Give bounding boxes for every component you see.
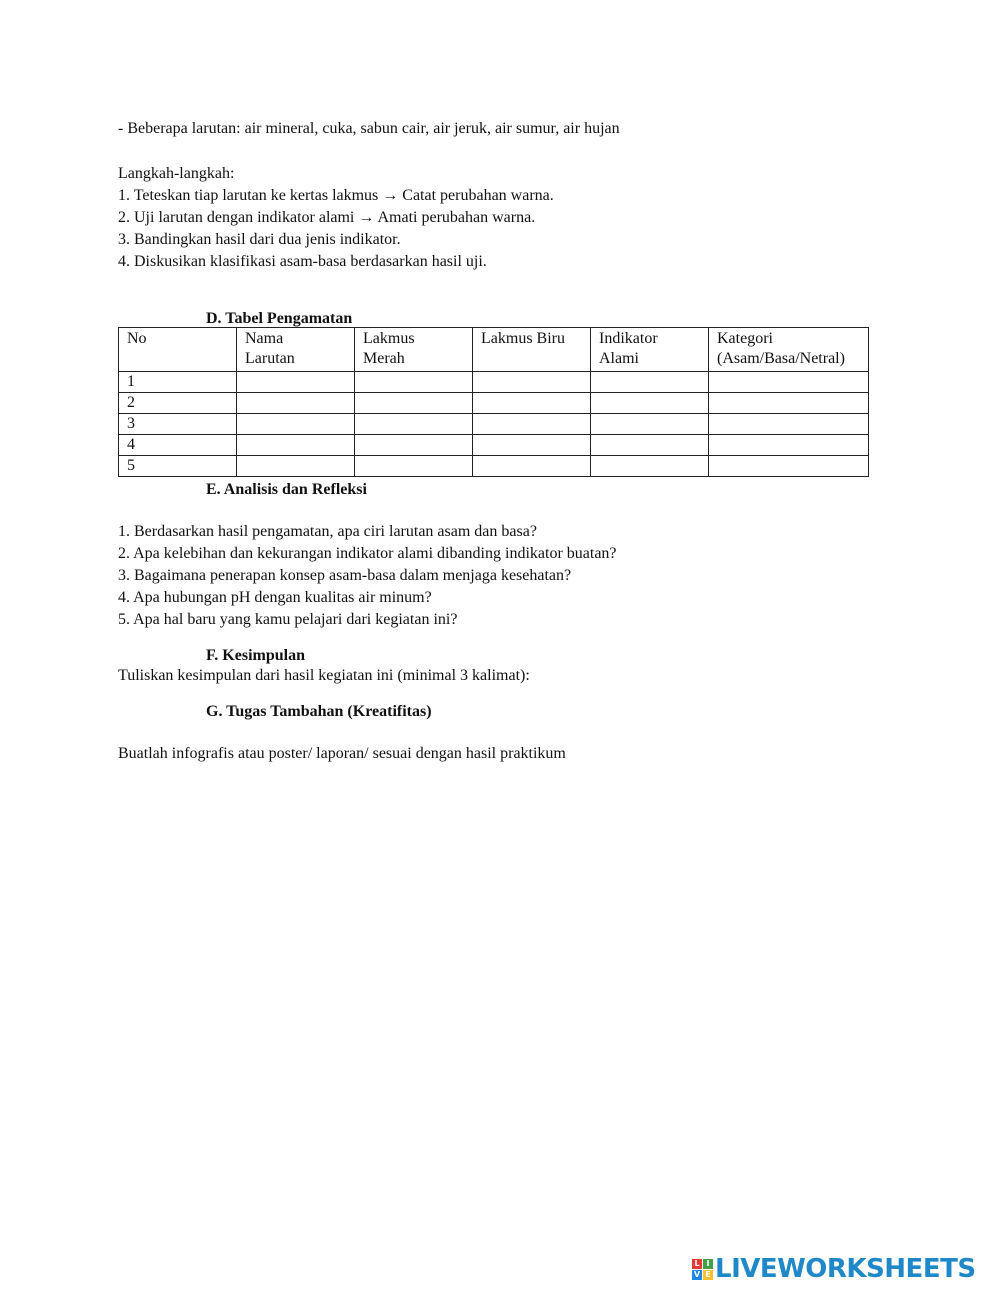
answer-cell[interactable]	[237, 435, 355, 456]
section-e-title: E. Analisis dan Refleksi	[206, 481, 367, 498]
header-indikator-alami: Indikator Alami	[591, 328, 709, 372]
logo-grid-letter: I	[703, 1259, 713, 1269]
table-row	[119, 414, 869, 435]
logo-text: LIVEWORKSHEETS	[715, 1254, 976, 1284]
answer-cell[interactable]	[709, 414, 869, 435]
materials-line: - Beberapa larutan: air mineral, cuka, sabun cair, air jeruk, air sumur, air hujan	[118, 120, 620, 137]
logo-grid-letter: L	[692, 1259, 702, 1269]
step-item: 3. Bandingkan hasil dari dua jenis indikator.	[118, 231, 401, 248]
answer-cell[interactable]	[355, 456, 473, 477]
liveworksheets-logo	[692, 1254, 976, 1284]
answer-cell[interactable]	[473, 393, 591, 414]
header-kategori: Kategori (Asam/Basa/Netral)	[709, 328, 869, 372]
answer-cell[interactable]	[473, 456, 591, 477]
step-item: 4. Diskusikan klasifikasi asam-basa berdasarkan hasil uji.	[118, 253, 487, 270]
answer-cell[interactable]	[591, 456, 709, 477]
header-no: No	[119, 328, 237, 372]
header-nama-larutan: Nama Larutan	[237, 328, 355, 372]
answer-cell[interactable]	[355, 393, 473, 414]
header-lakmus-merah: Lakmus Merah	[355, 328, 473, 372]
answer-cell[interactable]	[237, 393, 355, 414]
table-row	[119, 435, 869, 456]
conclusion-instruction: Tuliskan kesimpulan dari hasil kegiatan ini (minimal 3 kalimat):	[118, 667, 530, 684]
answer-cell[interactable]	[591, 393, 709, 414]
table-header-row	[119, 328, 869, 372]
answer-cell[interactable]	[237, 456, 355, 477]
steps-title: Langkah-langkah:	[118, 165, 235, 182]
header-lakmus-biru: Lakmus Biru	[473, 328, 591, 372]
answer-cell[interactable]	[473, 435, 591, 456]
row-number: 1	[119, 372, 237, 393]
table-row	[119, 372, 869, 393]
analysis-question: 3. Bagaimana penerapan konsep asam-basa dalam menjaga kesehatan?	[118, 567, 572, 584]
observation-table	[118, 327, 869, 477]
step-item: 1. Teteskan tiap larutan ke kertas lakmus → Catat perubahan warna.	[118, 187, 554, 204]
section-f-title: F. Kesimpulan	[206, 647, 305, 664]
table-row	[119, 393, 869, 414]
row-number: 5	[119, 456, 237, 477]
analysis-question: 2. Apa kelebihan dan kekurangan indikator alami dibanding indikator buatan?	[118, 545, 617, 562]
answer-cell[interactable]	[591, 414, 709, 435]
row-number: 2	[119, 393, 237, 414]
answer-cell[interactable]	[709, 372, 869, 393]
row-number: 4	[119, 435, 237, 456]
answer-cell[interactable]	[709, 456, 869, 477]
answer-cell[interactable]	[355, 372, 473, 393]
answer-cell[interactable]	[237, 414, 355, 435]
answer-cell[interactable]	[709, 393, 869, 414]
logo-grid-icon	[692, 1259, 713, 1280]
analysis-question: 1. Berdasarkan hasil pengamatan, apa ciri larutan asam dan basa?	[118, 523, 537, 540]
answer-cell[interactable]	[473, 414, 591, 435]
answer-cell[interactable]	[473, 372, 591, 393]
logo-grid-letter: E	[703, 1270, 713, 1280]
section-g-title: G. Tugas Tambahan (Kreatifitas)	[206, 703, 432, 720]
table-row	[119, 456, 869, 477]
analysis-question: 4. Apa hubungan pH dengan kualitas air minum?	[118, 589, 432, 606]
answer-cell[interactable]	[709, 435, 869, 456]
section-d-title: D. Tabel Pengamatan	[206, 310, 353, 327]
answer-cell[interactable]	[237, 372, 355, 393]
answer-cell[interactable]	[355, 435, 473, 456]
analysis-question: 5. Apa hal baru yang kamu pelajari dari kegiatan ini?	[118, 611, 458, 628]
answer-cell[interactable]	[591, 435, 709, 456]
answer-cell[interactable]	[591, 372, 709, 393]
step-item: 2. Uji larutan dengan indikator alami → Amati perubahan warna.	[118, 209, 536, 226]
answer-cell[interactable]	[355, 414, 473, 435]
task-instruction: Buatlah infografis atau poster/ laporan/ sesuai dengan hasil praktikum	[118, 745, 566, 762]
row-number: 3	[119, 414, 237, 435]
logo-grid-letter: V	[693, 1270, 701, 1279]
